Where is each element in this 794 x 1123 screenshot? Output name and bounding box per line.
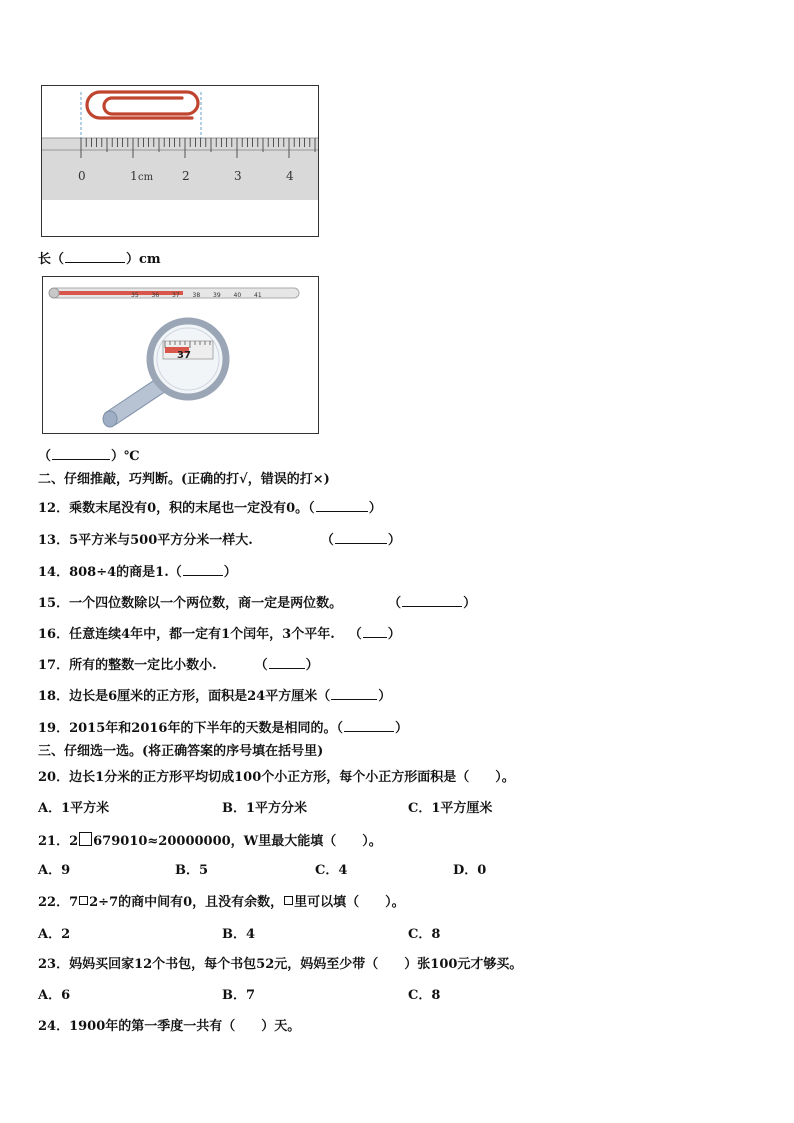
question-19 (38, 719, 408, 737)
question-17 (38, 656, 319, 674)
q21-option-c[interactable]: C．4 (315, 863, 348, 878)
question-15-close: ） (463, 596, 477, 611)
thermometer-scale-label: 39 (213, 292, 221, 299)
thermo-answer-blank[interactable] (52, 447, 110, 460)
question-15-blank[interactable] (402, 594, 462, 607)
question-24: 24．1900年的第一季度一共有（ ）天。 (38, 1019, 301, 1034)
ruler-tick-label: 4 (286, 169, 294, 183)
q23-option-b[interactable]: B．7 (222, 988, 256, 1003)
q22-option-a[interactable]: A．2 (38, 927, 71, 942)
question-14-text: 14．808÷4的商是1.（ (38, 565, 182, 580)
q23-option-c[interactable]: C．8 (408, 988, 441, 1003)
thermometer-figure (42, 276, 319, 434)
magnifier-icon (103, 321, 226, 427)
question-17-close: ） (305, 658, 319, 673)
question-12-close: ） (368, 501, 382, 516)
mercury-column (53, 291, 183, 295)
question-17-text: 17．所有的整数一定比小数小. (38, 658, 217, 673)
q21-option-d[interactable]: D．0 (453, 863, 487, 878)
question-22-suffix2: 里可以填（ ）。 (294, 895, 405, 910)
q21-option-a[interactable]: A．9 (38, 863, 71, 878)
thermometer-scale-label: 37 (172, 292, 180, 299)
question-18-close: ） (378, 689, 392, 704)
blank-square-icon (79, 832, 92, 846)
question-20: 20．边长1分米的正方形平均切成100个小正方形，每个小正方形面积是（ ）。 (38, 770, 515, 785)
thermometer-scale-label: 41 (254, 292, 262, 299)
magnified-reading: 37 (177, 350, 191, 361)
thermometer-scale-label: 36 (151, 292, 160, 299)
ruler-prompt-prefix: 长（ (38, 252, 65, 267)
question-14-blank[interactable] (183, 563, 223, 576)
thermometer-illustration (43, 277, 318, 433)
question-13-text: 13．5平方米与500平方分米一样大. (38, 533, 253, 548)
question-21-suffix: 679010≈20000000，W里最大能填（ ）。 (93, 834, 382, 849)
small-square-icon (79, 896, 88, 905)
ruler-answer-blank[interactable] (65, 250, 125, 263)
thermo-answer-line (38, 447, 140, 465)
ruler-figure (41, 85, 319, 237)
ruler-illustration (42, 86, 318, 236)
ruler-prompt-suffix: ）cm (126, 252, 161, 267)
ruler-tick-label: 1 (130, 169, 138, 183)
question-21-prefix: 21．2 (38, 834, 79, 849)
question-16-close: ） (387, 627, 401, 642)
question-17-blank[interactable] (269, 656, 305, 669)
question-19-text: 19．2015年和2016年的下半年的天数是相同的。（ (38, 721, 343, 736)
question-19-close: ） (394, 721, 408, 736)
question-12-blank[interactable] (316, 499, 368, 512)
question-13 (38, 531, 401, 549)
section3-title: 三、仔细选一选。(将正确答案的序号填在括号里) (38, 744, 324, 759)
thermometer-bulb (49, 288, 59, 298)
question-15 (38, 594, 476, 612)
q23-option-a[interactable]: A．6 (38, 988, 71, 1003)
paperclip-icon (87, 92, 198, 118)
question-21 (38, 832, 382, 850)
ruler-tick-label: 0 (78, 169, 86, 183)
question-16-open: （ (348, 627, 362, 642)
question-18 (38, 687, 391, 705)
q22-option-c[interactable]: C．8 (408, 927, 441, 942)
question-12 (38, 499, 382, 517)
thermometer-scale-label: 38 (192, 292, 201, 299)
question-12-text: 12．乘数末尾没有0，积的末尾也一定没有0。（ (38, 501, 315, 516)
question-14-close: ） (223, 565, 237, 580)
question-18-text: 18．边长是6厘米的正方形，面积是24平方厘米（ (38, 689, 331, 704)
question-22-prefix: 22．7 (38, 895, 79, 910)
small-square-icon (284, 896, 293, 905)
question-17-open: （ (254, 658, 268, 673)
question-19-blank[interactable] (344, 719, 394, 732)
question-22 (38, 895, 405, 911)
q21-option-b[interactable]: B．5 (175, 863, 209, 878)
ruler-unit-label: cm (138, 172, 154, 183)
question-13-blank[interactable] (335, 531, 387, 544)
thermometer-scale-label: 40 (233, 292, 242, 299)
ruler-answer-line (38, 250, 161, 268)
question-16 (38, 625, 401, 643)
question-13-close: ） (387, 533, 401, 548)
question-16-blank[interactable] (363, 625, 387, 638)
thermo-prompt-prefix: （ (38, 449, 52, 464)
question-15-text: 15．一个四位数除以一个两位数，商一定是两位数。 (38, 596, 343, 611)
q20-option-a[interactable]: A．1平方米 (38, 801, 110, 816)
section2-title: 二、仔细推敲，巧判断。(正确的打√，错误的打×) (38, 472, 330, 487)
q22-option-b[interactable]: B．4 (222, 927, 256, 942)
ruler-tick-label: 3 (234, 169, 242, 183)
ruler-tick-label: 2 (182, 169, 190, 183)
question-18-blank[interactable] (331, 687, 377, 700)
question-14 (38, 563, 237, 581)
question-15-open: （ (388, 596, 402, 611)
q20-option-b[interactable]: B．1平方分米 (222, 801, 308, 816)
thermo-prompt-suffix: ）℃ (111, 449, 140, 464)
q20-option-c[interactable]: C．1平方厘米 (408, 801, 493, 816)
thermometer-scale-label: 35 (131, 292, 139, 299)
question-22-suffix: 2÷7的商中间有0，且没有余数， (89, 895, 284, 910)
question-16-text: 16．任意连续4年中，都一定有1个闰年，3个平年. (38, 627, 335, 642)
question-13-open: （ (320, 533, 334, 548)
question-23: 23．妈妈买回家12个书包，每个书包52元，妈妈至少带（ ）张100元才够买。 (38, 957, 523, 972)
